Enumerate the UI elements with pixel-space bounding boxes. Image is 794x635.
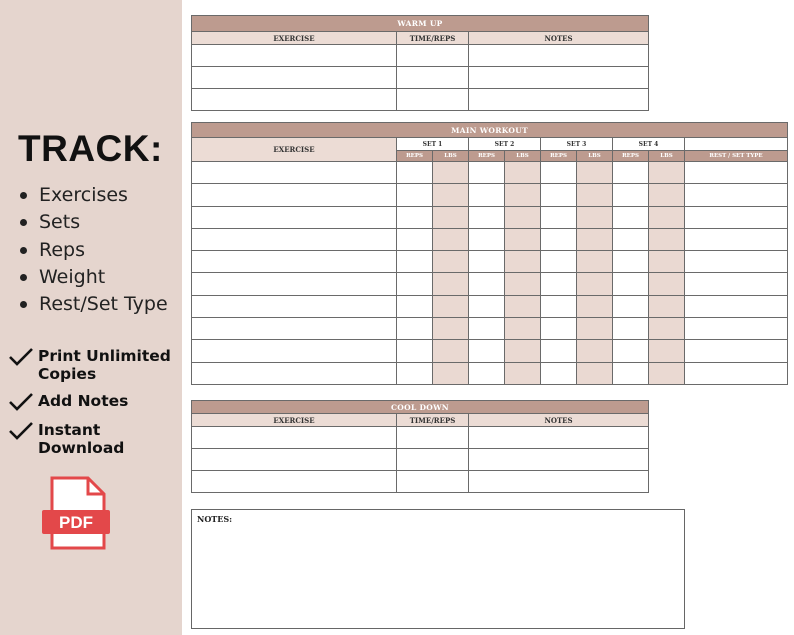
- cell[interactable]: [397, 427, 469, 449]
- reps-cell[interactable]: [613, 251, 649, 273]
- lbs-cell[interactable]: [577, 340, 613, 362]
- col-exercise: EXERCISE: [192, 414, 397, 427]
- reps-cell[interactable]: [397, 184, 433, 206]
- col-time-reps: TIME/REPS: [397, 414, 469, 427]
- feature-label: Sets: [39, 211, 81, 233]
- rest-cell[interactable]: [685, 273, 788, 295]
- col-exercise: EXERCISE: [192, 32, 397, 45]
- col-notes: NOTES: [469, 32, 649, 45]
- cell[interactable]: [192, 89, 397, 111]
- lbs-cell[interactable]: [433, 228, 469, 250]
- rest-cell[interactable]: [685, 362, 788, 384]
- rest-cell[interactable]: [685, 228, 788, 250]
- feature-label: Exercises: [39, 184, 128, 206]
- exercise-cell[interactable]: [192, 251, 397, 273]
- reps-cell[interactable]: [613, 295, 649, 317]
- reps-cell[interactable]: [541, 340, 577, 362]
- feature-label: Weight: [39, 266, 106, 288]
- reps-cell[interactable]: [397, 340, 433, 362]
- reps-cell[interactable]: [397, 273, 433, 295]
- lbs-cell[interactable]: [433, 362, 469, 384]
- table-row: [192, 340, 788, 362]
- reps-cell[interactable]: [613, 228, 649, 250]
- feature-label: Rest/Set Type: [39, 293, 168, 315]
- blank-header: [685, 138, 788, 151]
- lbs-cell[interactable]: [433, 162, 469, 184]
- main-workout-table: [191, 122, 788, 385]
- lbs-cell[interactable]: [649, 251, 685, 273]
- cell[interactable]: [397, 45, 469, 67]
- perk-print: [8, 347, 171, 383]
- cell[interactable]: [397, 89, 469, 111]
- main-workout-rows: [192, 162, 788, 385]
- reps-cell[interactable]: [613, 184, 649, 206]
- reps-cell[interactable]: [469, 273, 505, 295]
- lbs-cell[interactable]: [649, 228, 685, 250]
- checkmark-icon: [8, 421, 34, 441]
- warm-up-table: [191, 15, 649, 111]
- col-time-reps: TIME/REPS: [397, 32, 469, 45]
- lbs-cell[interactable]: [433, 318, 469, 340]
- reps-cell[interactable]: [613, 318, 649, 340]
- table-row: [192, 45, 649, 67]
- reps-cell[interactable]: [469, 295, 505, 317]
- perk-line: Instant: [38, 421, 101, 439]
- table-row: [192, 162, 788, 184]
- lbs-cell[interactable]: [505, 273, 541, 295]
- reps-cell[interactable]: [469, 340, 505, 362]
- notes-label: NOTES:: [197, 514, 233, 524]
- exercise-cell[interactable]: [192, 340, 397, 362]
- reps-cell[interactable]: [397, 162, 433, 184]
- exercise-cell[interactable]: [192, 206, 397, 228]
- reps-cell[interactable]: [469, 362, 505, 384]
- perk-notes: [8, 392, 128, 412]
- lbs-header: LBS: [649, 151, 685, 162]
- cell[interactable]: [397, 449, 469, 471]
- lbs-cell[interactable]: [577, 162, 613, 184]
- reps-cell[interactable]: [469, 318, 505, 340]
- promo-heading: TRACK:: [18, 128, 163, 169]
- cool-down-table: [191, 400, 649, 493]
- reps-cell[interactable]: [613, 340, 649, 362]
- lbs-cell[interactable]: [433, 273, 469, 295]
- lbs-cell[interactable]: [505, 162, 541, 184]
- main-workout-title: MAIN WORKOUT: [192, 123, 788, 138]
- perk-line: Print Unlimited: [38, 347, 171, 365]
- lbs-header: LBS: [577, 151, 613, 162]
- reps-cell[interactable]: [613, 362, 649, 384]
- reps-header: REPS: [613, 151, 649, 162]
- perk-line: Add Notes: [38, 392, 129, 410]
- lbs-cell[interactable]: [505, 340, 541, 362]
- set-2-header: SET 2: [469, 138, 541, 151]
- reps-cell[interactable]: [541, 251, 577, 273]
- rest-cell[interactable]: [685, 340, 788, 362]
- reps-header: REPS: [397, 151, 433, 162]
- cell[interactable]: [397, 471, 469, 493]
- reps-cell[interactable]: [469, 251, 505, 273]
- cell[interactable]: [469, 427, 649, 449]
- exercise-cell[interactable]: [192, 318, 397, 340]
- lbs-cell[interactable]: [505, 184, 541, 206]
- lbs-header: LBS: [505, 151, 541, 162]
- cell[interactable]: [469, 89, 649, 111]
- perk-download: [8, 421, 124, 457]
- table-row: [192, 89, 649, 111]
- cell[interactable]: [192, 45, 397, 67]
- reps-cell[interactable]: [541, 318, 577, 340]
- promo-panel: [0, 0, 182, 635]
- rest-cell[interactable]: [685, 251, 788, 273]
- lbs-cell[interactable]: [577, 184, 613, 206]
- lbs-cell[interactable]: [433, 251, 469, 273]
- reps-cell[interactable]: [613, 162, 649, 184]
- lbs-cell[interactable]: [433, 206, 469, 228]
- lbs-cell[interactable]: [649, 340, 685, 362]
- perk-line: Download: [38, 439, 125, 457]
- lbs-cell[interactable]: [577, 362, 613, 384]
- reps-cell[interactable]: [613, 273, 649, 295]
- reps-cell[interactable]: [397, 318, 433, 340]
- cell[interactable]: [397, 67, 469, 89]
- reps-cell[interactable]: [397, 206, 433, 228]
- reps-cell[interactable]: [541, 362, 577, 384]
- feature-item: [20, 293, 168, 315]
- lbs-cell[interactable]: [649, 162, 685, 184]
- checkmark-icon: [8, 392, 34, 412]
- lbs-cell[interactable]: [577, 206, 613, 228]
- table-row: [192, 427, 649, 449]
- exercise-cell[interactable]: [192, 228, 397, 250]
- reps-cell[interactable]: [613, 206, 649, 228]
- perk-line: Copies: [38, 365, 97, 383]
- lbs-cell[interactable]: [649, 273, 685, 295]
- feature-item: [20, 184, 128, 206]
- lbs-cell[interactable]: [433, 340, 469, 362]
- pdf-label: PDF: [59, 513, 93, 532]
- col-notes: NOTES: [469, 414, 649, 427]
- feature-label: Reps: [39, 239, 85, 261]
- table-row: [192, 362, 788, 384]
- bullet-icon: [20, 192, 27, 199]
- exercise-cell[interactable]: [192, 362, 397, 384]
- table-row: [192, 449, 649, 471]
- lbs-cell[interactable]: [649, 295, 685, 317]
- lbs-cell[interactable]: [649, 206, 685, 228]
- feature-item: [20, 211, 80, 233]
- exercise-cell[interactable]: [192, 295, 397, 317]
- reps-cell[interactable]: [397, 362, 433, 384]
- lbs-cell[interactable]: [505, 251, 541, 273]
- lbs-cell[interactable]: [505, 318, 541, 340]
- cell[interactable]: [469, 67, 649, 89]
- exercise-cell[interactable]: [192, 273, 397, 295]
- reps-header: REPS: [541, 151, 577, 162]
- rest-cell[interactable]: [685, 206, 788, 228]
- lbs-cell[interactable]: [577, 228, 613, 250]
- reps-cell[interactable]: [469, 162, 505, 184]
- checkmark-icon: [8, 347, 34, 367]
- reps-cell[interactable]: [541, 295, 577, 317]
- cell[interactable]: [192, 471, 397, 493]
- set-4-header: SET 4: [613, 138, 685, 151]
- table-row: [192, 273, 788, 295]
- table-row: [192, 228, 788, 250]
- reps-cell[interactable]: [541, 273, 577, 295]
- bullet-icon: [20, 247, 27, 254]
- lbs-cell[interactable]: [505, 228, 541, 250]
- exercise-cell[interactable]: [192, 162, 397, 184]
- lbs-cell[interactable]: [433, 184, 469, 206]
- reps-cell[interactable]: [469, 228, 505, 250]
- table-row: [192, 184, 788, 206]
- table-row: [192, 295, 788, 317]
- cell[interactable]: [469, 471, 649, 493]
- lbs-cell[interactable]: [577, 251, 613, 273]
- reps-cell[interactable]: [469, 206, 505, 228]
- cool-down-title: COOL DOWN: [192, 401, 649, 414]
- rest-cell[interactable]: [685, 318, 788, 340]
- cell[interactable]: [469, 45, 649, 67]
- table-row: [192, 471, 649, 493]
- set-3-header: SET 3: [541, 138, 613, 151]
- table-row: [192, 318, 788, 340]
- bullet-icon: [20, 301, 27, 308]
- col-exercise: EXERCISE: [192, 138, 397, 162]
- cell[interactable]: [192, 67, 397, 89]
- cell[interactable]: [192, 449, 397, 471]
- bullet-icon: [20, 274, 27, 281]
- lbs-cell[interactable]: [433, 295, 469, 317]
- reps-cell[interactable]: [541, 206, 577, 228]
- rest-cell[interactable]: [685, 295, 788, 317]
- cell[interactable]: [192, 427, 397, 449]
- lbs-cell[interactable]: [577, 295, 613, 317]
- reps-cell[interactable]: [397, 295, 433, 317]
- table-row: [192, 67, 649, 89]
- lbs-cell[interactable]: [577, 273, 613, 295]
- set-1-header: SET 1: [397, 138, 469, 151]
- reps-cell[interactable]: [469, 184, 505, 206]
- exercise-cell[interactable]: [192, 184, 397, 206]
- feature-item: [20, 266, 105, 288]
- reps-cell[interactable]: [541, 162, 577, 184]
- reps-cell[interactable]: [541, 184, 577, 206]
- lbs-cell[interactable]: [505, 295, 541, 317]
- bullet-icon: [20, 219, 27, 226]
- pdf-file-icon: [42, 476, 112, 550]
- cell[interactable]: [469, 449, 649, 471]
- table-row: [192, 206, 788, 228]
- table-row: [192, 251, 788, 273]
- reps-header: REPS: [469, 151, 505, 162]
- reps-cell[interactable]: [541, 228, 577, 250]
- feature-item: [20, 239, 85, 261]
- warm-up-title: WARM UP: [192, 16, 649, 32]
- rest-cell[interactable]: [685, 162, 788, 184]
- rest-set-type-header: REST / SET TYPE: [685, 151, 788, 162]
- notes-box[interactable]: [191, 509, 685, 629]
- lbs-header: LBS: [433, 151, 469, 162]
- lbs-cell[interactable]: [505, 362, 541, 384]
- lbs-cell[interactable]: [649, 362, 685, 384]
- rest-cell[interactable]: [685, 184, 788, 206]
- lbs-cell[interactable]: [649, 184, 685, 206]
- lbs-cell[interactable]: [649, 318, 685, 340]
- lbs-cell[interactable]: [505, 206, 541, 228]
- reps-cell[interactable]: [397, 228, 433, 250]
- lbs-cell[interactable]: [577, 318, 613, 340]
- reps-cell[interactable]: [397, 251, 433, 273]
